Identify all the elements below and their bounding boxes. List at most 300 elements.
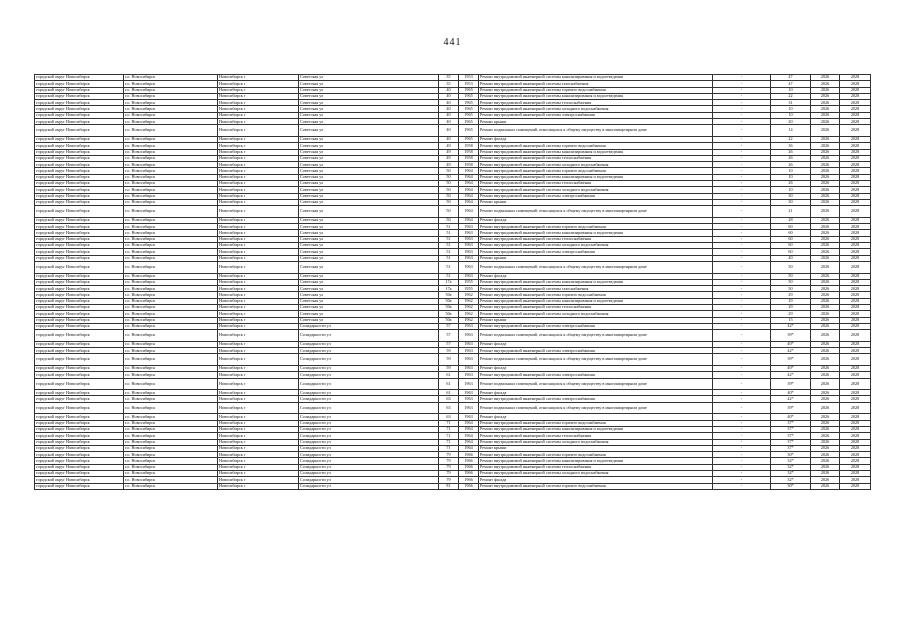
house-number-cell: 71 <box>439 445 459 451</box>
work-type-cell: Ремонт крыши <box>479 119 713 125</box>
year-to-cell: 2028 <box>840 471 871 477</box>
street-cell: Солидарности ул <box>299 414 439 420</box>
build-year-cell: 1966 <box>459 464 479 470</box>
table-row <box>35 483 871 489</box>
year-from-cell: 2026 <box>811 483 840 489</box>
cost-cell: 31 <box>771 100 811 106</box>
city-cell: г.о. Новосибирск <box>124 372 218 378</box>
year-from-cell: 2026 <box>811 426 840 432</box>
house-number-cell: 79 <box>439 471 459 477</box>
year-from-cell: 2026 <box>811 286 840 292</box>
cost-cell: 29 <box>771 298 811 304</box>
work-type-cell: Ремонт внутридомовой инженерной системы теплоснабжения <box>479 181 713 187</box>
house-number-cell: 71 <box>439 420 459 426</box>
year-to-cell: 2028 <box>840 464 871 470</box>
dash-cell: - <box>713 445 771 451</box>
work-type-cell: Ремонт внутридомовой инженерной системы канализирования и водоотведения <box>479 458 713 464</box>
house-number-cell: 40 <box>439 93 459 99</box>
street-cell: Советская ул <box>299 273 439 279</box>
district-cell: городской округ Новосибирск <box>35 402 124 414</box>
dash-cell: - <box>713 243 771 249</box>
city-cell: г.о. Новосибирск <box>124 311 218 317</box>
year-to-cell: 2028 <box>840 87 871 93</box>
cost-cell: 60 <box>771 249 811 255</box>
locality-cell: Новосибирск г <box>218 93 299 99</box>
house-number-cell: 50а <box>439 292 459 298</box>
cost-cell: 60 <box>771 224 811 230</box>
year-to-cell: 2028 <box>840 317 871 323</box>
house-number-cell: 63 <box>439 402 459 414</box>
work-type-cell: Ремонт подвальных помещений, относящихся к общему имуществу в многоквартирном доме <box>479 354 713 366</box>
build-year-cell: 1963 <box>459 390 479 396</box>
house-number-cell: 61 <box>439 378 459 390</box>
build-year-cell: 1965 <box>459 112 479 118</box>
build-year-cell: 1963 <box>459 341 479 347</box>
dash-cell: - <box>713 396 771 402</box>
dash-cell: - <box>713 439 771 445</box>
city-cell: г.о. Новосибирск <box>124 236 218 242</box>
locality-cell: Новосибирск г <box>218 452 299 458</box>
work-type-cell: Ремонт внутридомовой инженерной системы канализирования и водоотведения <box>479 149 713 155</box>
locality-cell: Новосибирск г <box>218 217 299 223</box>
district-cell: городской округ Новосибирск <box>35 372 124 378</box>
year-to-cell: 2028 <box>840 75 871 81</box>
district-cell: городской округ Новосибирск <box>35 452 124 458</box>
cost-cell: 42* <box>771 372 811 378</box>
street-cell: Солидарности ул <box>299 365 439 371</box>
work-type-cell: Ремонт крыши <box>479 445 713 451</box>
locality-cell: Новосибирск г <box>218 155 299 161</box>
year-from-cell: 2026 <box>811 378 840 390</box>
district-cell: городской округ Новосибирск <box>35 224 124 230</box>
house-number-cell: 61 <box>439 372 459 378</box>
year-to-cell: 2028 <box>840 261 871 273</box>
district-cell: городской округ Новосибирск <box>35 249 124 255</box>
locality-cell: Новосибирск г <box>218 323 299 329</box>
work-type-cell: Ремонт внутридомовой инженерной системы холодного водоснабжения <box>479 439 713 445</box>
year-from-cell: 2026 <box>811 224 840 230</box>
cost-cell: 22 <box>771 93 811 99</box>
locality-cell: Новосибирск г <box>218 433 299 439</box>
street-cell: Советская ул <box>299 217 439 223</box>
locality-cell: Новосибирск г <box>218 125 299 137</box>
city-cell: г.о. Новосибирск <box>124 243 218 249</box>
work-type-cell: Ремонт внутридомовой инженерной системы электроснабжения <box>479 372 713 378</box>
district-cell: городской округ Новосибирск <box>35 298 124 304</box>
year-to-cell: 2028 <box>840 286 871 292</box>
city-cell: г.о. Новосибирск <box>124 217 218 223</box>
year-to-cell: 2028 <box>840 426 871 432</box>
work-type-cell: Ремонт крыши <box>479 317 713 323</box>
year-to-cell: 2028 <box>840 292 871 298</box>
city-cell: г.о. Новосибирск <box>124 193 218 199</box>
cost-cell: 50 <box>771 286 811 292</box>
dash-cell: - <box>713 193 771 199</box>
street-cell: Солидарности ул <box>299 323 439 329</box>
work-type-cell: Ремонт внутридомовой инженерной системы холодного водоснабжения <box>479 106 713 112</box>
house-number-cell: 40 <box>439 119 459 125</box>
locality-cell: Новосибирск г <box>218 378 299 390</box>
city-cell: г.о. Новосибирск <box>124 452 218 458</box>
dash-cell: - <box>713 323 771 329</box>
city-cell: г.о. Новосибирск <box>124 168 218 174</box>
district-cell: городской округ Новосибирск <box>35 439 124 445</box>
house-number-cell: 71 <box>439 426 459 432</box>
table-row <box>35 402 871 414</box>
work-type-cell: Ремонт внутридомовой инженерной системы холодного водоснабжения <box>479 243 713 249</box>
year-to-cell: 2028 <box>840 100 871 106</box>
district-cell: городской округ Новосибирск <box>35 119 124 125</box>
build-year-cell: 1966 <box>459 471 479 477</box>
street-cell: Солидарности ул <box>299 433 439 439</box>
city-cell: г.о. Новосибирск <box>124 174 218 180</box>
year-to-cell: 2028 <box>840 149 871 155</box>
district-cell: городской округ Новосибирск <box>35 286 124 292</box>
locality-cell: Новосибирск г <box>218 304 299 310</box>
city-cell: г.о. Новосибирск <box>124 330 218 342</box>
locality-cell: Новосибирск г <box>218 330 299 342</box>
street-cell: Советская ул <box>299 93 439 99</box>
dash-cell: - <box>713 477 771 483</box>
locality-cell: Новосибирск г <box>218 224 299 230</box>
cost-cell: 36 <box>771 143 811 149</box>
locality-cell: Новосибирск г <box>218 243 299 249</box>
cost-cell: 28 <box>771 217 811 223</box>
house-number-cell: 17а <box>439 279 459 285</box>
district-cell: городской округ Новосибирск <box>35 125 124 137</box>
locality-cell: Новосибирск г <box>218 119 299 125</box>
dash-cell: - <box>713 311 771 317</box>
house-number-cell: 63 <box>439 414 459 420</box>
house-number-cell: 40 <box>439 136 459 142</box>
city-cell: г.о. Новосибирск <box>124 81 218 87</box>
year-to-cell: 2028 <box>840 81 871 87</box>
work-type-cell: Ремонт внутридомовой инженерной системы электроснабжения <box>479 193 713 199</box>
year-from-cell: 2026 <box>811 112 840 118</box>
cost-cell: 32* <box>771 464 811 470</box>
year-to-cell: 2028 <box>840 390 871 396</box>
house-number-cell: 59 <box>439 365 459 371</box>
year-to-cell: 2028 <box>840 206 871 218</box>
year-to-cell: 2028 <box>840 330 871 342</box>
dash-cell: - <box>713 261 771 273</box>
year-from-cell: 2026 <box>811 261 840 273</box>
cost-cell: 39* <box>771 402 811 414</box>
cost-cell: 30 <box>771 193 811 199</box>
build-year-cell: 1962 <box>459 311 479 317</box>
street-cell: Советская ул <box>299 106 439 112</box>
house-number-cell: 50а <box>439 317 459 323</box>
table-body <box>35 75 871 490</box>
house-number-cell: 40 <box>439 112 459 118</box>
district-cell: городской округ Новосибирск <box>35 149 124 155</box>
house-number-cell: 50а <box>439 311 459 317</box>
street-cell: Советская ул <box>299 199 439 205</box>
street-cell: Советская ул <box>299 149 439 155</box>
year-from-cell: 2026 <box>811 193 840 199</box>
year-to-cell: 2028 <box>840 106 871 112</box>
year-to-cell: 2028 <box>840 341 871 347</box>
work-type-cell: Ремонт фасада <box>479 477 713 483</box>
year-from-cell: 2026 <box>811 93 840 99</box>
cost-cell: 47 <box>771 81 811 87</box>
work-type-cell: Ремонт подвальных помещений, относящихся к общему имуществу в многоквартирном доме <box>479 402 713 414</box>
dash-cell: - <box>713 249 771 255</box>
locality-cell: Новосибирск г <box>218 414 299 420</box>
city-cell: г.о. Новосибирск <box>124 433 218 439</box>
house-number-cell: 79 <box>439 464 459 470</box>
street-cell: Солидарности ул <box>299 477 439 483</box>
district-cell: городской округ Новосибирск <box>35 477 124 483</box>
year-from-cell: 2026 <box>811 452 840 458</box>
cost-cell: 40 <box>771 255 811 261</box>
cost-cell: 60 <box>771 230 811 236</box>
year-from-cell: 2026 <box>811 236 840 242</box>
district-cell: городской округ Новосибирск <box>35 93 124 99</box>
year-to-cell: 2028 <box>840 298 871 304</box>
locality-cell: Новосибирск г <box>218 75 299 81</box>
locality-cell: Новосибирск г <box>218 199 299 205</box>
locality-cell: Новосибирск г <box>218 187 299 193</box>
city-cell: г.о. Новосибирск <box>124 206 218 218</box>
cost-cell: 60 <box>771 243 811 249</box>
locality-cell: Новосибирск г <box>218 445 299 451</box>
year-from-cell: 2026 <box>811 230 840 236</box>
street-cell: Солидарности ул <box>299 439 439 445</box>
house-number-cell: 50а <box>439 298 459 304</box>
street-cell: Солидарности ул <box>299 426 439 432</box>
year-to-cell: 2028 <box>840 230 871 236</box>
work-type-cell: Ремонт внутридомовой инженерной системы горячего водоснабжения <box>479 292 713 298</box>
year-to-cell: 2028 <box>840 181 871 187</box>
house-number-cell: 40 <box>439 87 459 93</box>
work-type-cell: Ремонт крыши <box>479 199 713 205</box>
city-cell: г.о. Новосибирск <box>124 255 218 261</box>
district-cell: городской округ Новосибирск <box>35 365 124 371</box>
work-type-cell: Ремонт внутридомовой инженерной системы электроснабжения <box>479 348 713 354</box>
street-cell: Солидарности ул <box>299 372 439 378</box>
work-type-cell: Ремонт внутридомовой инженерной системы холодного водоснабжения <box>479 187 713 193</box>
city-cell: г.о. Новосибирск <box>124 292 218 298</box>
city-cell: г.о. Новосибирск <box>124 317 218 323</box>
dash-cell: - <box>713 87 771 93</box>
cost-cell: 39* <box>771 330 811 342</box>
dash-cell: - <box>713 81 771 87</box>
year-from-cell: 2026 <box>811 87 840 93</box>
locality-cell: Новосибирск г <box>218 249 299 255</box>
cost-cell: 10 <box>771 106 811 112</box>
street-cell: Солидарности ул <box>299 420 439 426</box>
dash-cell: - <box>713 224 771 230</box>
year-from-cell: 2026 <box>811 317 840 323</box>
dash-cell: - <box>713 174 771 180</box>
work-type-cell: Ремонт фасада <box>479 390 713 396</box>
dash-cell: - <box>713 372 771 378</box>
year-from-cell: 2026 <box>811 311 840 317</box>
district-cell: городской округ Новосибирск <box>35 433 124 439</box>
year-from-cell: 2026 <box>811 365 840 371</box>
dash-cell: - <box>713 149 771 155</box>
work-type-cell: Ремонт фасада <box>479 414 713 420</box>
cost-cell: 26 <box>771 162 811 168</box>
city-cell: г.о. Новосибирск <box>124 390 218 396</box>
year-to-cell: 2028 <box>840 93 871 99</box>
cost-cell: 14 <box>771 125 811 137</box>
district-cell: городской округ Новосибирск <box>35 471 124 477</box>
work-type-cell: Ремонт внутридомовой инженерной системы горячего водоснабжения <box>479 168 713 174</box>
work-type-cell: Ремонт внутридомовой инженерной системы электроснабжения <box>479 249 713 255</box>
build-year-cell: 1965 <box>459 87 479 93</box>
cost-cell: 32* <box>771 471 811 477</box>
cost-cell: 26 <box>771 155 811 161</box>
locality-cell: Новосибирск г <box>218 87 299 93</box>
street-cell: Советская ул <box>299 168 439 174</box>
work-type-cell: Ремонт фасада <box>479 136 713 142</box>
year-from-cell: 2026 <box>811 255 840 261</box>
city-cell: г.о. Новосибирск <box>124 414 218 420</box>
house-number-cell: 51 <box>439 261 459 273</box>
year-from-cell: 2026 <box>811 243 840 249</box>
year-to-cell: 2028 <box>840 365 871 371</box>
district-cell: городской округ Новосибирск <box>35 483 124 489</box>
district-cell: городской округ Новосибирск <box>35 206 124 218</box>
locality-cell: Новосибирск г <box>218 402 299 414</box>
city-cell: г.о. Новосибирск <box>124 471 218 477</box>
build-year-cell: 1955 <box>459 286 479 292</box>
locality-cell: Новосибирск г <box>218 317 299 323</box>
house-number-cell: 17а <box>439 286 459 292</box>
street-cell: Солидарности ул <box>299 330 439 342</box>
year-from-cell: 2026 <box>811 75 840 81</box>
work-type-cell: Ремонт внутридомовой инженерной системы электроснабжения <box>479 112 713 118</box>
build-year-cell: 1966 <box>459 483 479 489</box>
street-cell: Советская ул <box>299 311 439 317</box>
dash-cell: - <box>713 136 771 142</box>
city-cell: г.о. Новосибирск <box>124 464 218 470</box>
year-to-cell: 2028 <box>840 168 871 174</box>
year-to-cell: 2028 <box>840 187 871 193</box>
year-to-cell: 2028 <box>840 236 871 242</box>
year-from-cell: 2026 <box>811 396 840 402</box>
cost-cell: 37* <box>771 433 811 439</box>
street-cell: Советская ул <box>299 206 439 218</box>
cost-cell: 10 <box>771 174 811 180</box>
city-cell: г.о. Новосибирск <box>124 354 218 366</box>
city-cell: г.о. Новосибирск <box>124 286 218 292</box>
cost-cell: 39* <box>771 354 811 366</box>
city-cell: г.о. Новосибирск <box>124 199 218 205</box>
street-cell: Солидарности ул <box>299 354 439 366</box>
district-cell: городской округ Новосибирск <box>35 136 124 142</box>
locality-cell: Новосибирск г <box>218 255 299 261</box>
table-row <box>35 330 871 342</box>
build-year-cell: 1964 <box>459 187 479 193</box>
year-from-cell: 2026 <box>811 477 840 483</box>
city-cell: г.о. Новосибирск <box>124 230 218 236</box>
cost-cell: 29 <box>771 292 811 298</box>
year-to-cell: 2028 <box>840 458 871 464</box>
house-number-cell: 49 <box>439 143 459 149</box>
city-cell: г.о. Новосибирск <box>124 323 218 329</box>
year-to-cell: 2028 <box>840 249 871 255</box>
city-cell: г.о. Новосибирск <box>124 100 218 106</box>
cost-cell: 30* <box>771 483 811 489</box>
street-cell: Советская ул <box>299 155 439 161</box>
year-from-cell: 2026 <box>811 348 840 354</box>
house-number-cell: 50 <box>439 217 459 223</box>
build-year-cell: 1963 <box>459 372 479 378</box>
district-cell: городской округ Новосибирск <box>35 396 124 402</box>
locality-cell: Новосибирск г <box>218 206 299 218</box>
district-cell: городской округ Новосибирск <box>35 273 124 279</box>
house-number-cell: 57 <box>439 330 459 342</box>
year-to-cell: 2028 <box>840 174 871 180</box>
dash-cell: - <box>713 217 771 223</box>
work-type-cell: Ремонт подвальных помещений, относящихся к общему имуществу в многоквартирном доме <box>479 378 713 390</box>
city-cell: г.о. Новосибирск <box>124 187 218 193</box>
city-cell: г.о. Новосибирск <box>124 477 218 483</box>
city-cell: г.о. Новосибирск <box>124 298 218 304</box>
district-cell: городской округ Новосибирск <box>35 75 124 81</box>
dash-cell: - <box>713 199 771 205</box>
city-cell: г.о. Новосибирск <box>124 304 218 310</box>
cost-cell: 40* <box>771 390 811 396</box>
city-cell: г.о. Новосибирск <box>124 341 218 347</box>
locality-cell: Новосибирск г <box>218 149 299 155</box>
district-cell: городской округ Новосибирск <box>35 348 124 354</box>
build-year-cell: 1963 <box>459 236 479 242</box>
locality-cell: Новосибирск г <box>218 372 299 378</box>
locality-cell: Новосибирск г <box>218 174 299 180</box>
city-cell: г.о. Новосибирск <box>124 106 218 112</box>
house-number-cell: 50 <box>439 206 459 218</box>
dash-cell: - <box>713 458 771 464</box>
district-cell: городской округ Новосибирск <box>35 261 124 273</box>
locality-cell: Новосибирск г <box>218 168 299 174</box>
year-from-cell: 2026 <box>811 439 840 445</box>
work-type-cell: Ремонт фасада <box>479 365 713 371</box>
year-from-cell: 2026 <box>811 125 840 137</box>
build-year-cell: 1962 <box>459 317 479 323</box>
locality-cell: Новосибирск г <box>218 477 299 483</box>
year-from-cell: 2026 <box>811 273 840 279</box>
year-from-cell: 2026 <box>811 354 840 366</box>
work-type-cell: Ремонт фасада <box>479 217 713 223</box>
year-from-cell: 2026 <box>811 106 840 112</box>
build-year-cell: 1965 <box>459 106 479 112</box>
work-type-cell: Ремонт фасада <box>479 341 713 347</box>
district-cell: городской округ Новосибирск <box>35 236 124 242</box>
build-year-cell: 1965 <box>459 136 479 142</box>
work-type-cell: Ремонт внутридомовой инженерной системы электроснабжения <box>479 323 713 329</box>
year-from-cell: 2026 <box>811 433 840 439</box>
locality-cell: Новосибирск г <box>218 341 299 347</box>
dash-cell: - <box>713 420 771 426</box>
district-cell: городской округ Новосибирск <box>35 230 124 236</box>
city-cell: г.о. Новосибирск <box>124 155 218 161</box>
work-type-cell: Ремонт внутридомовой инженерной системы холодного водоснабжения <box>479 311 713 317</box>
cost-cell: 47 <box>771 75 811 81</box>
house-number-cell: 50 <box>439 174 459 180</box>
build-year-cell: 1964 <box>459 206 479 218</box>
build-year-cell: 1964 <box>459 174 479 180</box>
house-number-cell: 51 <box>439 236 459 242</box>
cost-cell: 42* <box>771 323 811 329</box>
street-cell: Солидарности ул <box>299 390 439 396</box>
dash-cell: - <box>713 414 771 420</box>
build-year-cell: 1953 <box>459 75 479 81</box>
year-to-cell: 2028 <box>840 354 871 366</box>
